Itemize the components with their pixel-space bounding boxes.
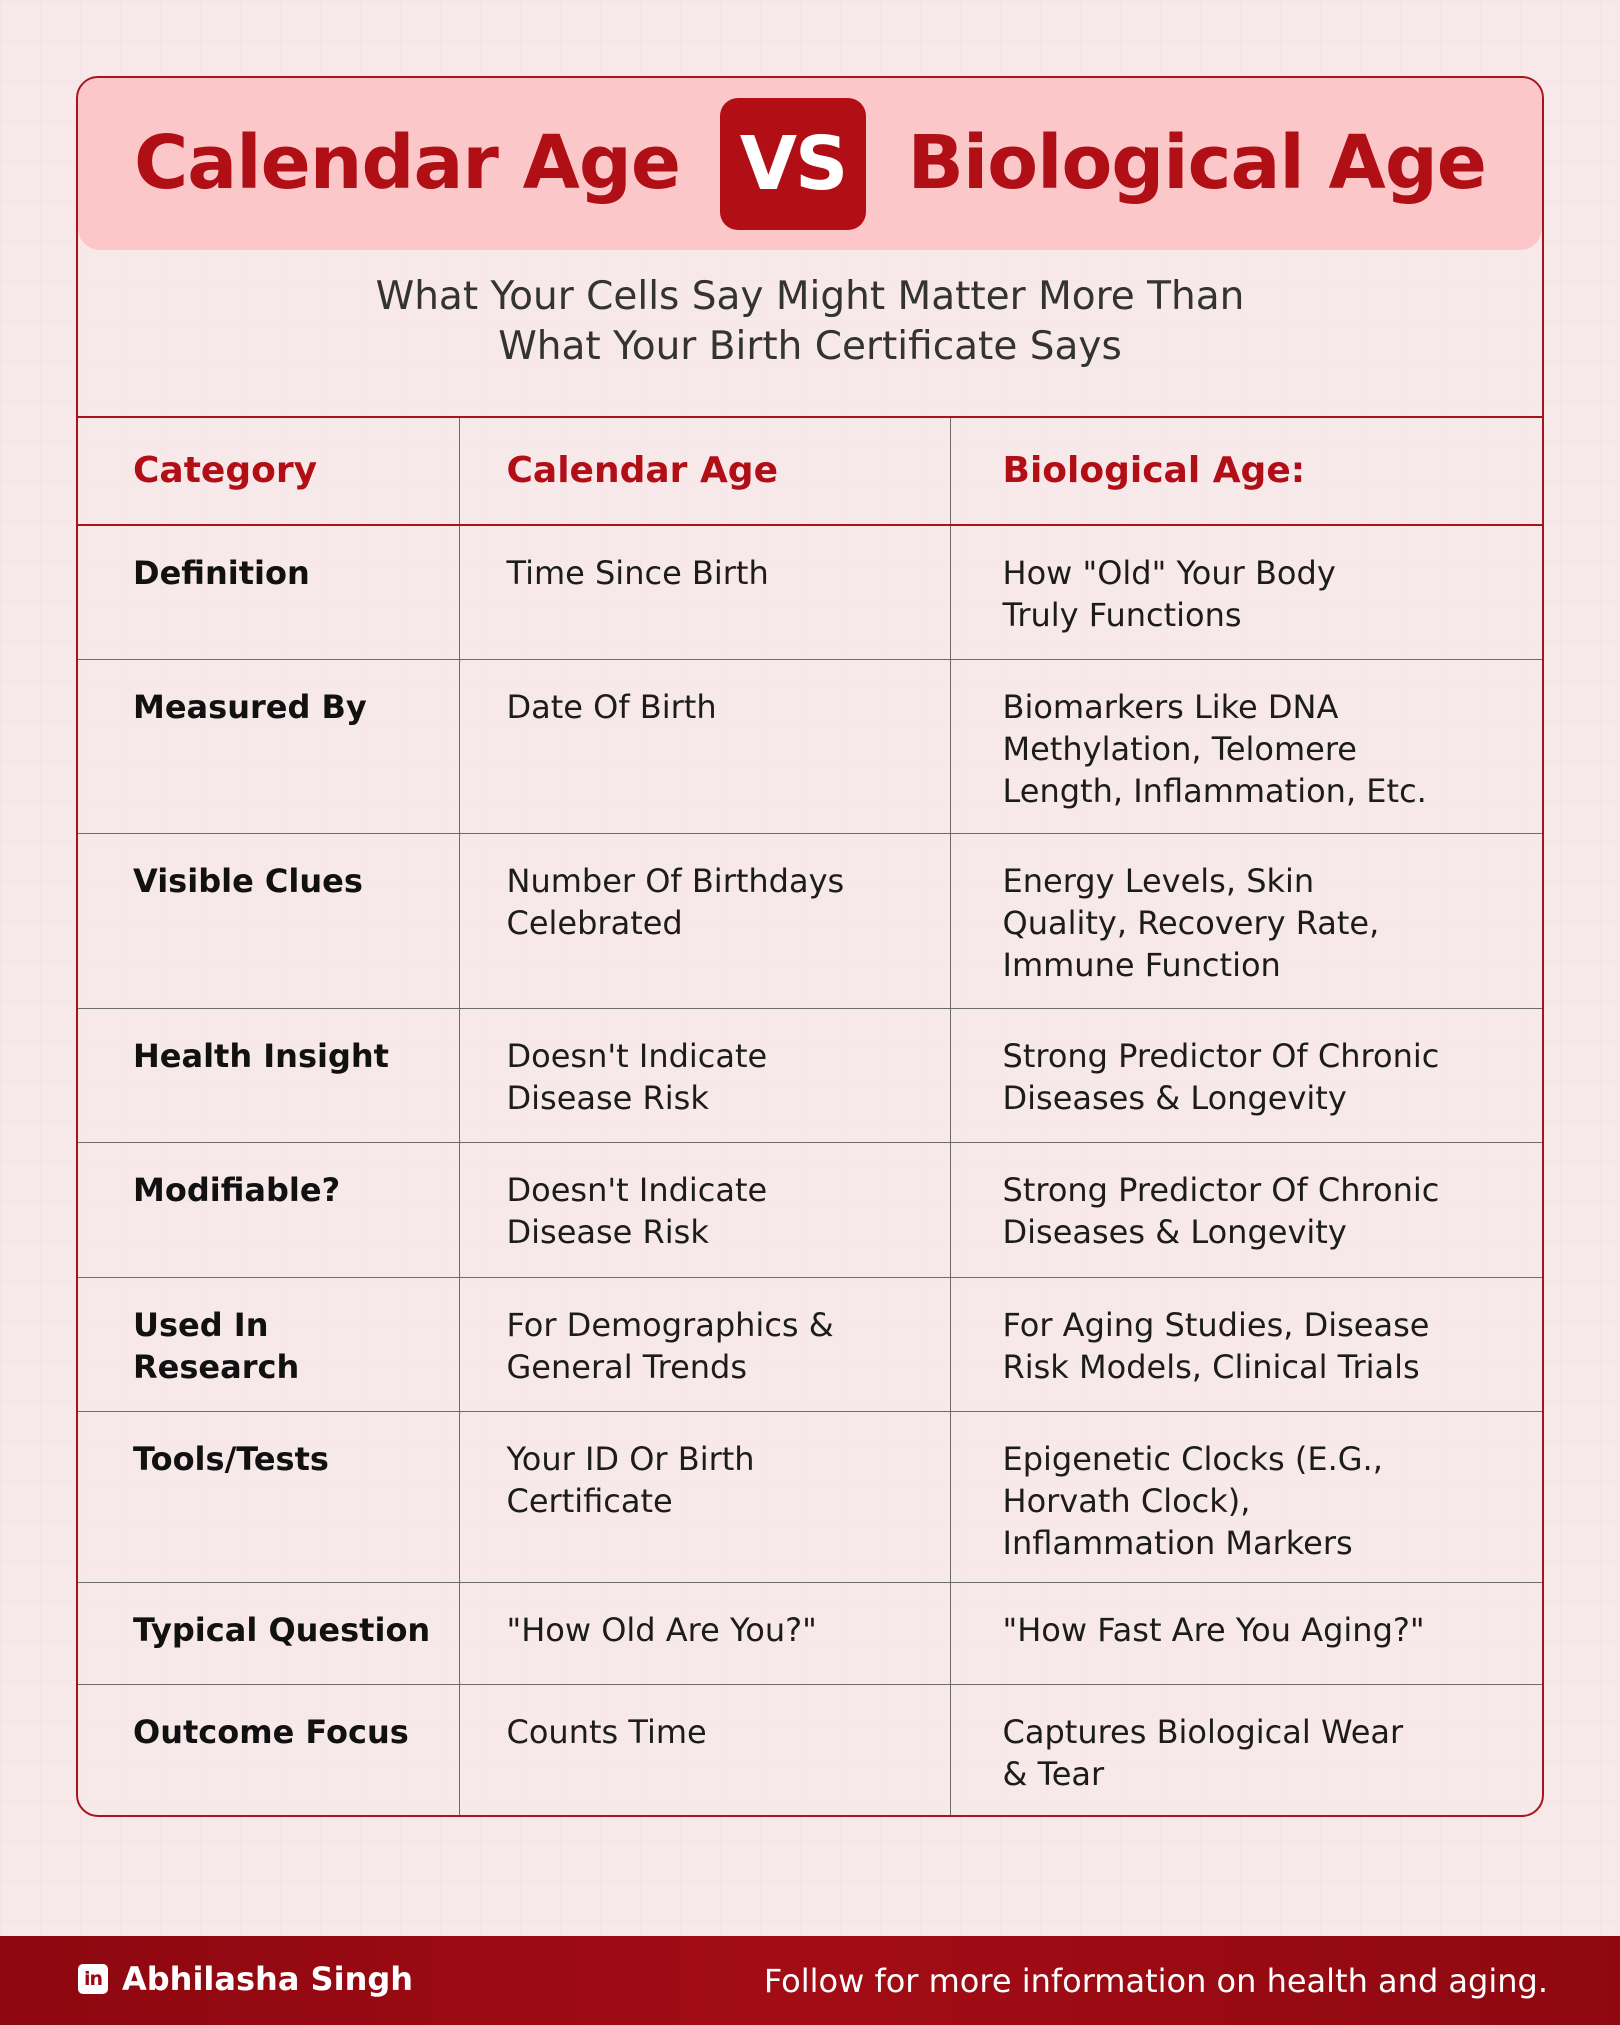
category-cell: Outcome Focus <box>78 1684 459 1817</box>
cell-line: General Trends <box>506 1347 748 1386</box>
biological-age-title: Biological Age <box>907 120 1486 206</box>
table-row <box>78 833 1544 1008</box>
category-cell: Health Insight <box>78 1008 459 1142</box>
table-row <box>78 659 1544 833</box>
category-cell: Tools/Tests <box>78 1411 459 1582</box>
subtitle <box>78 272 1542 372</box>
cell-line: Risk Models, Clinical Trials <box>1002 1347 1420 1386</box>
cell-line: Date Of Birth <box>506 687 717 726</box>
cell-line: Your ID Or Birth <box>506 1439 755 1478</box>
cell-line: Counts Time <box>506 1712 707 1751</box>
calendar-age-cell <box>459 1277 950 1411</box>
table-row <box>78 1411 1544 1582</box>
biological-age-cell <box>950 1277 1544 1411</box>
cell-line: Certificate <box>506 1481 673 1520</box>
biological-age-cell <box>950 1008 1544 1142</box>
cell-line: Disease Risk <box>506 1212 709 1251</box>
cell-line: How "Old" Your Body <box>1002 554 1336 592</box>
cell-line: "How Old Are You?" <box>506 1610 817 1649</box>
comparison-card <box>76 76 1544 1817</box>
linkedin-icon: in <box>78 1964 108 1994</box>
cell-line: Strong Predictor Of Chronic <box>1002 1170 1440 1209</box>
cell-line: Captures Biological Wear <box>1002 1712 1404 1751</box>
footer-bar <box>0 1936 1620 2025</box>
cell-line: Inflammation Markers <box>1002 1523 1353 1562</box>
cell-line: Disease Risk <box>506 1078 709 1117</box>
cell-line: Epigenetic Clocks (E.G., <box>1002 1439 1383 1478</box>
cell-line: Immune Function <box>1002 945 1281 984</box>
biological-age-cell <box>950 1684 1544 1817</box>
cell-line: "How Fast Are You Aging?" <box>1002 1610 1425 1649</box>
biological-age-cell <box>950 659 1544 833</box>
cell-line: Strong Predictor Of Chronic <box>1002 1036 1440 1075</box>
calendar-age-cell <box>459 1684 950 1817</box>
cell-line: Doesn't Indicate <box>506 1036 768 1075</box>
subtitle-line-1: What Your Cells Say Might Matter More Than <box>375 274 1245 319</box>
category-cell: Modifiable? <box>78 1142 459 1277</box>
category-cell: Definition <box>78 525 459 659</box>
table-header-row <box>78 417 1544 525</box>
biological-age-cell <box>950 1411 1544 1582</box>
calendar-age-cell <box>459 525 950 659</box>
table-body <box>78 525 1544 1817</box>
category-cell: Visible Clues <box>78 833 459 1008</box>
calendar-age-cell <box>459 1142 950 1277</box>
cell-line: Diseases & Longevity <box>1002 1078 1347 1117</box>
follow-cta: Follow for more information on health and aging. <box>763 1962 1548 2000</box>
header-calendar-age: Calendar Age <box>459 417 950 525</box>
cell-line: Diseases & Longevity <box>1002 1212 1347 1251</box>
calendar-age-cell <box>459 659 950 833</box>
cell-line: Truly Functions <box>1002 596 1242 634</box>
biological-age-cell <box>950 833 1544 1008</box>
table-row <box>78 1582 1544 1684</box>
category-cell: Measured By <box>78 659 459 833</box>
calendar-age-cell <box>459 833 950 1008</box>
category-cell: Used In Research <box>78 1277 459 1411</box>
subtitle-line-2: What Your Birth Certificate Says <box>498 324 1122 369</box>
author-name: Abhilasha Singh <box>122 1960 414 1998</box>
cell-line: Biomarkers Like DNA <box>1002 687 1339 726</box>
cell-line: Celebrated <box>506 903 683 942</box>
cell-line: Horvath Clock), <box>1002 1481 1251 1520</box>
biological-age-cell <box>950 1582 1544 1684</box>
calendar-age-cell <box>459 1582 950 1684</box>
cell-line: Quality, Recovery Rate, <box>1002 903 1380 942</box>
vs-badge: VS <box>720 98 866 230</box>
table-row <box>78 1277 1544 1411</box>
comparison-table <box>78 416 1544 1817</box>
table-row <box>78 525 1544 659</box>
cell-line: Time Since Birth <box>506 554 769 592</box>
title-banner <box>78 78 1542 250</box>
biological-age-cell <box>950 1142 1544 1277</box>
cell-line: & Tear <box>1002 1754 1105 1793</box>
cell-line: Doesn't Indicate <box>506 1170 768 1209</box>
cell-line: Number Of Birthdays <box>506 861 845 900</box>
cell-line: Methylation, Telomere <box>1002 729 1357 768</box>
cell-line: Energy Levels, Skin <box>1002 861 1315 900</box>
author-brand[interactable] <box>78 1960 413 1998</box>
cell-line: Length, Inflammation, Etc. <box>1002 771 1427 810</box>
category-cell: Typical Question <box>78 1582 459 1684</box>
cell-line: For Aging Studies, Disease <box>1002 1305 1430 1344</box>
header-biological-age: Biological Age: <box>950 417 1544 525</box>
calendar-age-title: Calendar Age <box>134 120 681 206</box>
table-row <box>78 1008 1544 1142</box>
cell-line: For Demographics & <box>506 1305 834 1344</box>
calendar-age-cell <box>459 1008 950 1142</box>
header-category: Category <box>78 417 459 525</box>
biological-age-cell <box>950 525 1544 659</box>
calendar-age-cell <box>459 1411 950 1582</box>
table-row <box>78 1142 1544 1277</box>
table-row <box>78 1684 1544 1817</box>
